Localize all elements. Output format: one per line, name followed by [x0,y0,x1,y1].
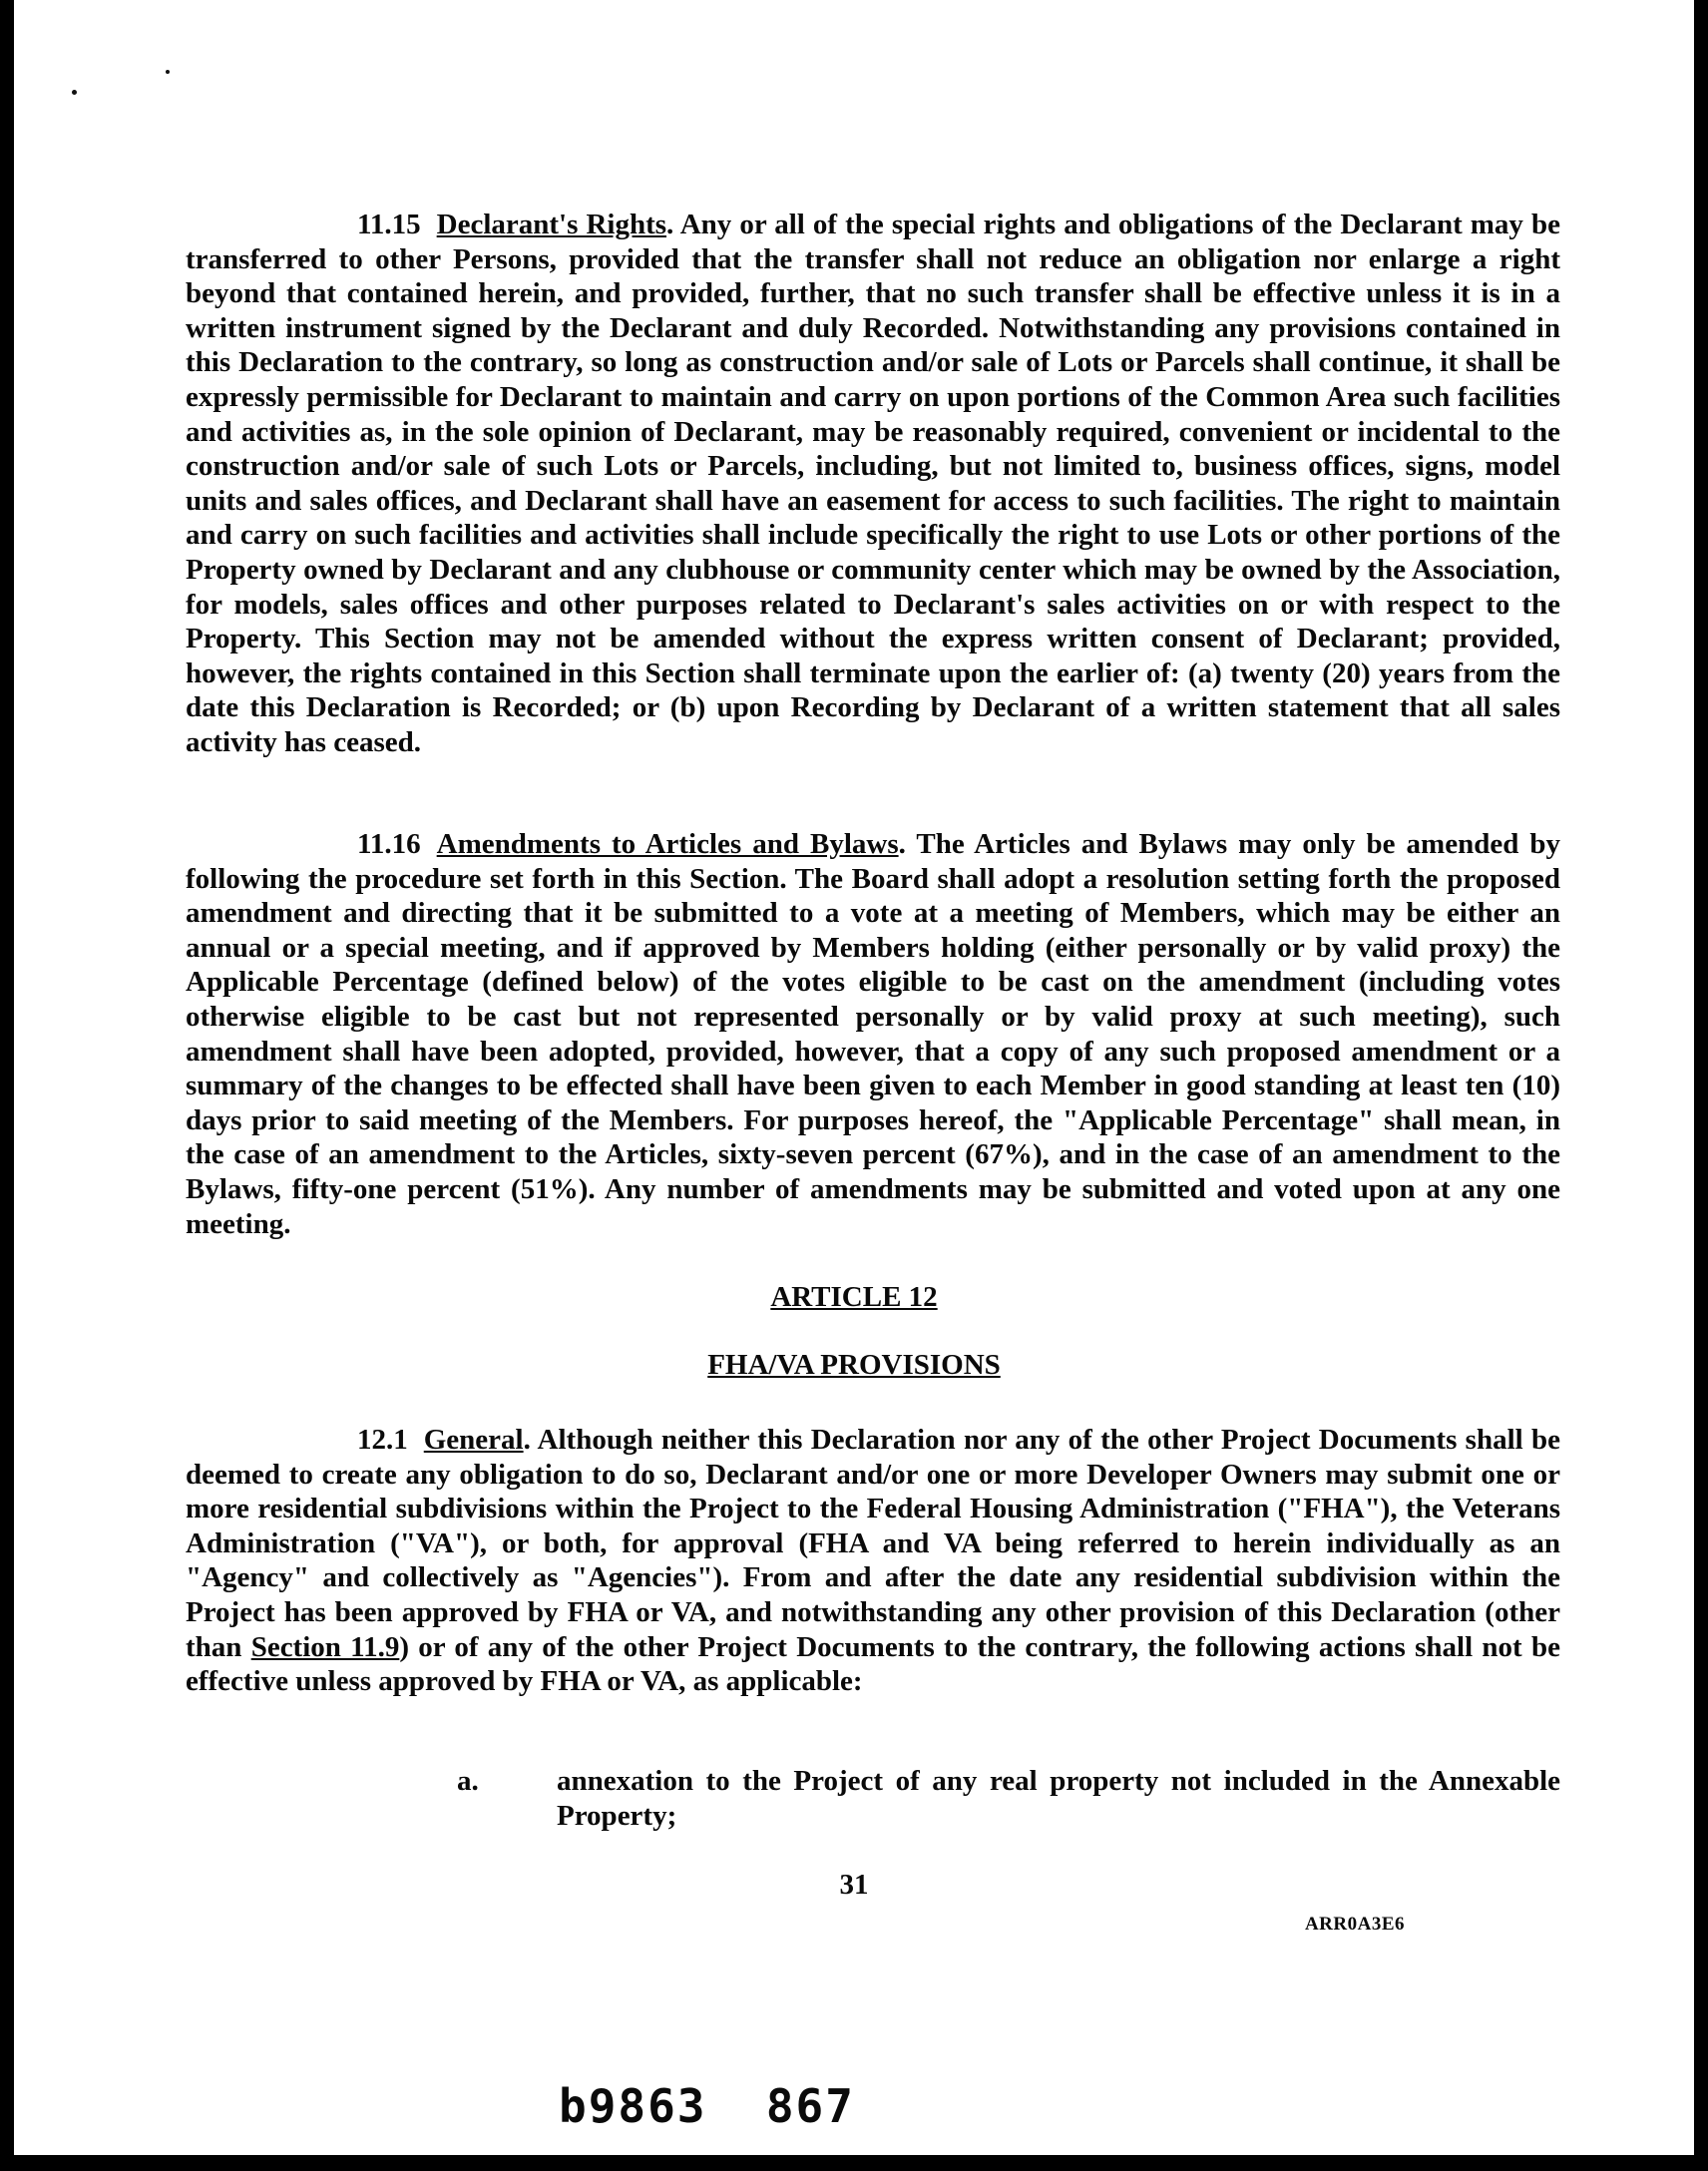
section-11-16-paragraph [186,827,1560,1241]
list-item-text: annexation to the Project of any real property not included in the Annexable Property; [557,1765,1560,1832]
list-item-marker: a. [457,1765,479,1797]
page-number: 31 [839,1869,869,1901]
section-body: . Any or all of the special rights and obligations of the Declarant may be transferred to other Persons, provided that the transfer shall not reduce an obligation nor enlarge a right beyond that contained herein, and provided, further, that no such transfer shall be effective unless it is in a written instrument signed by the Declarant and duly Recorded. Notwithstanding any provisions contained in this Declaration to the contrary, so long as construction and/or sale of Lots or Parcels shall continue, it shall be expressly permissible for Declarant to maintain and carry on upon portions of the Common Area such facilities and activities as, in the sole opinion of Declarant, may be reasonably required, convenient or incidental to the construction and/or sale of such Lots or Parcels, including, but not limited to, business offices, signs, model units and sales offices, and Declarant shall have an easement for access to such facilities. The right to maintain and carry on such facilities and activities shall include specifically the right to use Lots or other portions of the Property owned by Declarant and any clubhouse or community center which may be owned by the Association, for models, sales offices and other purposes related to Declarant's sales activities on or with respect to the Property. This Section may not be amended without the express written consent of Declarant; provided, however, the rights contained in this Section shall terminate upon the earlier of: (a) twenty (20) years from the date this Declaration is Recorded; or (b) upon Recording by Declarant of a written statement that all sales activity has ceased. [186,209,1560,758]
section-cross-reference: Section 11.9 [250,1630,400,1663]
section-12-1 [186,1423,1560,1699]
article-subtitle: FHA/VA PROVISIONS [707,1349,1001,1381]
section-heading: General [423,1424,524,1456]
section-body: . The Articles and Bylaws may only be amended by following the procedure set forth in this Section. The Board shall adopt a resolution setting forth the proposed amendment and directing that it be submitted to a vote at a meeting of Members, which may be either an annual or a special meeting, and if approved by Members holding (either personally or by valid proxy) the Applicable Percentage (defined below) of the votes eligible to be cast on the amendment (including votes otherwise eligible to be cast but not represented personally or by valid proxy at such meeting), such amendment shall have been adopted, provided, however, that a copy of any such proposed amendment or a summary of the changes to be effected shall have been given to each Member in good standing at least ten (10) days prior to said meeting of the Members. For purposes hereof, the "Applicable Percentage" shall mean, in the case of an amendment to the Articles, sixty-seven percent (67%), and in the case of an amendment to the Bylaws, fifty-one percent (51%). Any number of amendments may be submitted and voted upon at any one meeting. [186,828,1560,1240]
section-number: 12.1 [357,1424,408,1456]
section-number: 11.15 [357,209,421,240]
recording-book-page-stamp: b9863 867 [559,2079,855,2133]
document-code: ARR0A3E6 [1304,1914,1405,1935]
document-page [14,0,1694,2155]
section-body: . Although neither this Declaration nor any of the other Project Documents shall be deemed to create any obligation to do so, Declarant and/or one or more Developer Owners may submit one or more residential subdivisions within the Project to the Federal Housing Administration ("FHA"), the Veterans Administration ("VA"), or both, for approval (FHA and VA being referred to herein individually as an "Agency" and collectively as "Agencies"). From and after the date any residential subdivision within the Project has been approved by FHA or VA, and notwithstanding any other provision of this Declaration (other than [186,1424,1560,1663]
scan-speck [72,90,77,95]
section-heading: Amendments to Articles and Bylaws [436,828,899,860]
section-12-1-paragraph [186,1423,1560,1699]
section-number: 11.16 [357,828,421,860]
article-title: ARTICLE 12 [770,1281,938,1313]
section-11-16 [186,827,1560,1241]
section-11-15-paragraph [186,208,1560,760]
list-item [457,1764,1560,1833]
section-heading: Declarant's Rights [436,209,667,240]
section-body-continued: ) or of any of the other Project Documents to the contrary, the following actions shall not be effective unless approved by FHA or VA, as applicable: [186,1630,1560,1698]
scan-speck [166,70,170,74]
section-11-15 [186,208,1560,760]
